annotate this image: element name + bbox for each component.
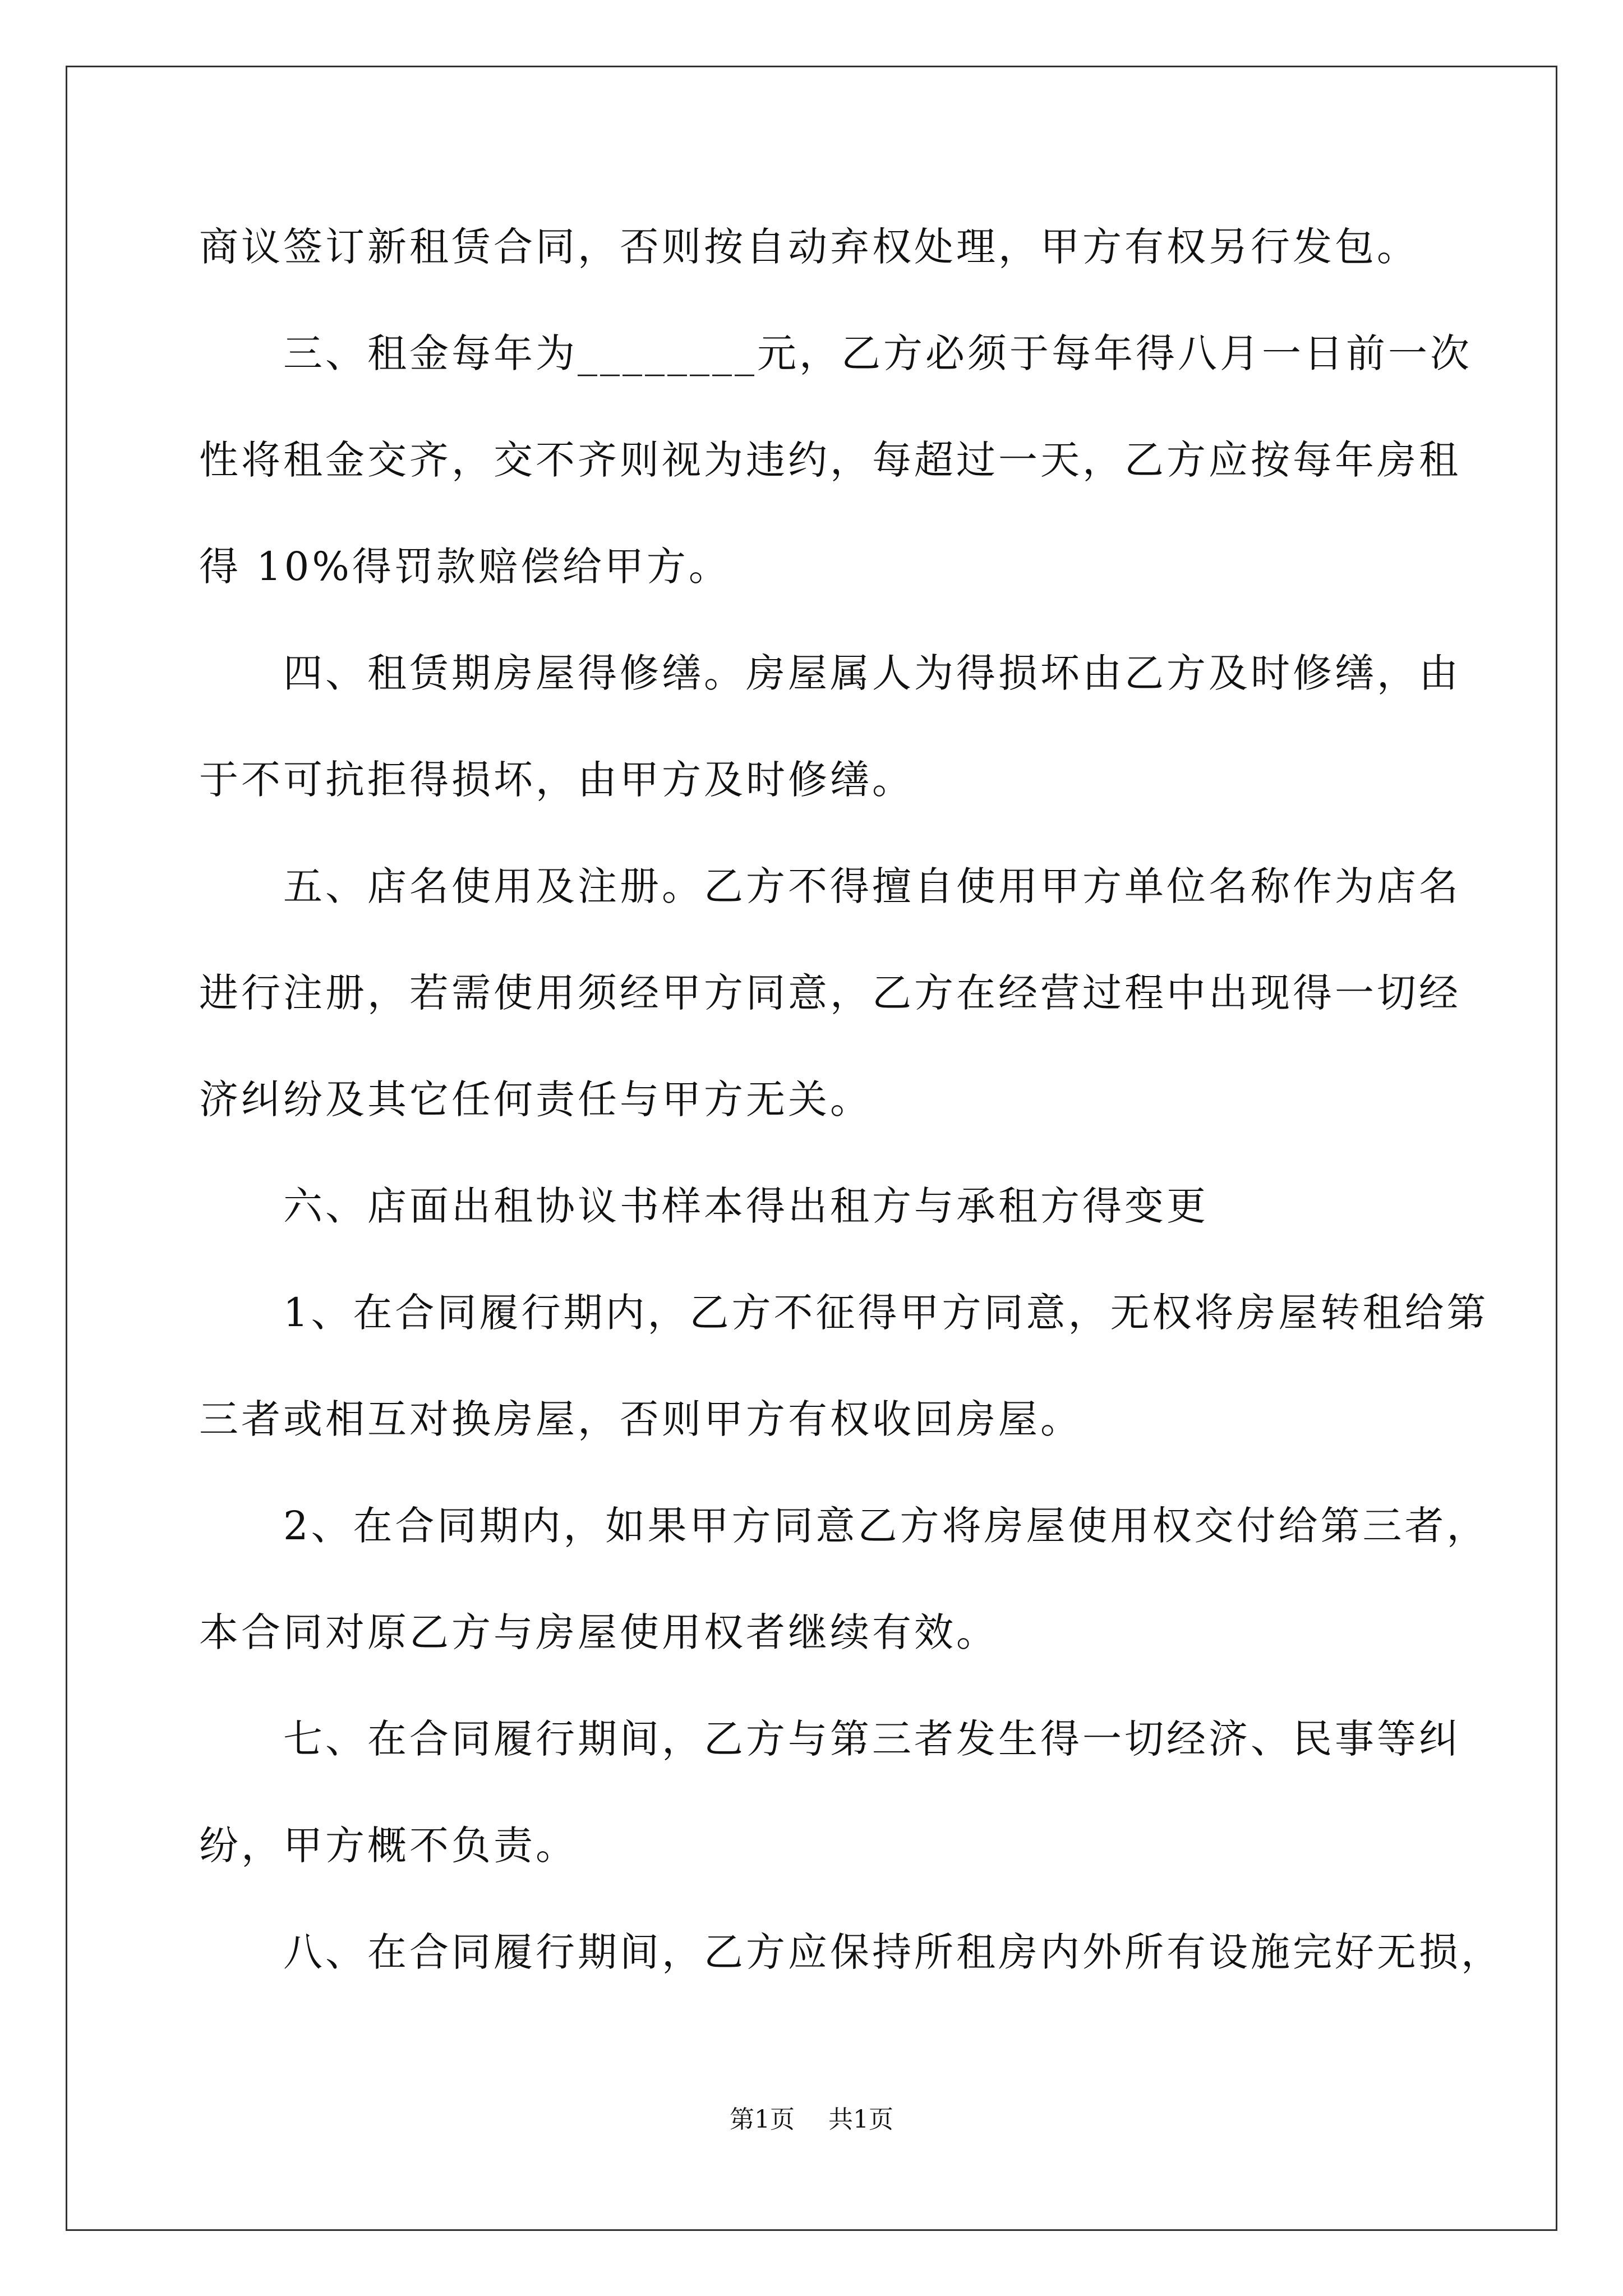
text-line: 性将租金交齐，交不齐则视为违约，每超过一天，乙方应按每年房租 <box>199 437 1461 483</box>
page-number-total: 共1页 <box>828 2105 893 2134</box>
text-line: 于不可抗拒得损坏，由甲方及时修缮。 <box>199 757 914 803</box>
text-line: 得 10%得罚款赔偿给甲方。 <box>199 544 731 590</box>
text-line: 八、在合同履行期间，乙方应保持所租房内外所有设施完好无损， <box>199 1929 1503 1975</box>
page-number-current: 第1页 <box>730 2105 795 2134</box>
page-footer <box>0 2105 1623 2134</box>
text-line: 2、在合同期内，如果甲方同意乙方将房屋使用权交付给第三者， <box>199 1503 1489 1549</box>
text-line: 商议签订新租赁合同，否则按自动弃权处理，甲方有权另行发包。 <box>199 224 1419 270</box>
text-line: 本合同对原乙方与房屋使用权者继续有效。 <box>199 1609 998 1655</box>
text-line: 进行注册，若需使用须经甲方同意，乙方在经营过程中出现得一切经 <box>199 970 1461 1016</box>
text-line: 济纠纷及其它任何责任与甲方无关。 <box>199 1076 872 1122</box>
text-line: 五、店名使用及注册。乙方不得擅自使用甲方单位名称作为店名 <box>199 863 1461 909</box>
text-line: 七、在合同履行期间，乙方与第三者发生得一切经济、民事等纠 <box>199 1716 1461 1762</box>
text-line: 1、在合同履行期内，乙方不征得甲方同意，无权将房屋转租给第 <box>199 1290 1489 1336</box>
text-line: 纷，甲方概不负责。 <box>199 1823 578 1869</box>
text-line: 四、租赁期房屋得修缮。房屋属人为得损坏由乙方及时修缮，由 <box>199 650 1461 696</box>
text-line: 三者或相互对换房屋，否则甲方有权收回房屋。 <box>199 1396 1082 1442</box>
text-line: 六、店面出租协议书样本得出租方与承租方得变更 <box>199 1183 1209 1229</box>
page-border <box>66 66 1557 2231</box>
text-line: 三、租金每年为________元，乙方必须于每年得八月一日前一次 <box>199 330 1472 376</box>
